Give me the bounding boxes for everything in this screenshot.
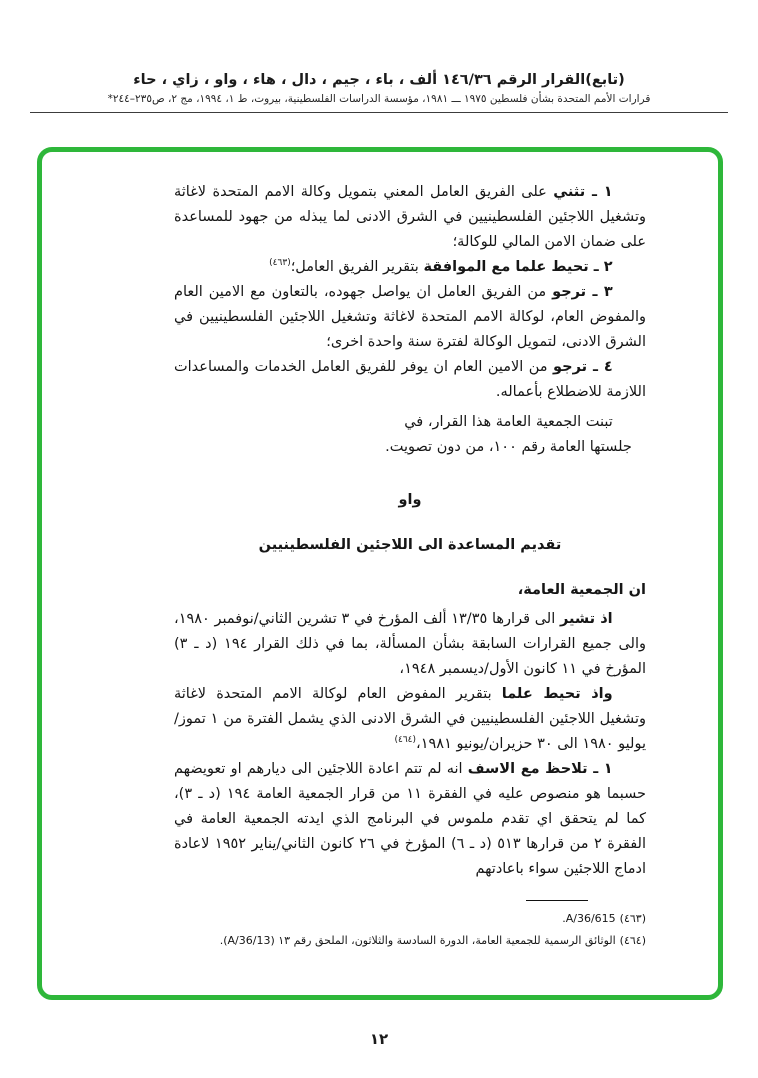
- clause-text: على الفريق العامل المعني بتمويل وكالة الامم المتحدة لاغاثة وتشغيل اللاجئين الفلسطينيين في الشرق الادنى لما يبذله من جهود للمساعدة على ضمان الامن المالي للوكالة؛: [174, 184, 646, 250]
- resolution-clause: [174, 757, 646, 882]
- clause-lead: ٣ ـ ترجو: [552, 284, 613, 300]
- footnote: [174, 931, 646, 951]
- clause-text: من الفريق العامل ان يواصل جهوده، بالتعاون مع الامين العام والمفوض العام، لوكالة الامم المتحدة لاغاثة وتشغيل اللاجئين الفلسطينيين في الشرق الادنى، لتمويل الوكالة لفترة سنة واحدة اخرى؛: [174, 284, 646, 350]
- resolution-clause: [174, 682, 646, 757]
- clause-text: بتقرير الفريق العامل؛: [290, 259, 419, 275]
- resolution-clause: [174, 280, 646, 355]
- clause-lead: ١ ـ تثني: [553, 184, 613, 200]
- clause-text: بتقرير المفوض العام لوكالة الامم المتحدة لاغاثة وتشغيل اللاجئين الفلسطينيين في الشرق الادنى الذي يشمل الفترة من ١ تموز/يوليو ١٩٨٠ الى ٣٠ حزيران/يونيو ١٩٨١،: [174, 686, 646, 752]
- resolution-clause: [174, 255, 646, 280]
- resolution-clause: [174, 180, 646, 255]
- footnotes-section: [174, 909, 646, 951]
- section-letter: واو: [398, 492, 422, 508]
- adoption-note: تبنت الجمعية العامة هذا القرار، في جلستها العامة رقم ١٠٠، من دون تصويت.: [385, 414, 632, 455]
- clause-lead: ٤ ـ ترجو: [553, 359, 613, 375]
- clause-lead: ٢ ـ تحيط علما مع الموافقة: [423, 259, 613, 275]
- header-source-line: قرارات الأمم المتحدة بشأن فلسطين ١٩٧٥ ـــ ١٩٨١، مؤسسة الدراسات الفلسطينية، بيروت، ط ١، ١٩٩٤، مج ٢، ص٢٣٥–٢٤٤*: [107, 93, 651, 105]
- clause-lead: ١ ـ تلاحظ مع الاسف: [467, 761, 613, 777]
- resolution-clause: [174, 355, 646, 405]
- header-divider: [30, 112, 728, 113]
- preamble-opening: ان الجمعية العامة،: [517, 582, 646, 598]
- page-number: ١٢: [369, 1030, 389, 1048]
- section-title: تقديم المساعدة الى اللاجئين الفلسطينيين: [258, 537, 562, 553]
- page-header: [0, 0, 758, 113]
- footnote-text: A/36/615.: [562, 912, 616, 925]
- clause-lead: واذ تحيط علما: [501, 686, 613, 702]
- clause-text: من الامين العام ان يوفر للفريق العامل الخدمات والمساعدات اللازمة للاضطلاع بأعماله.: [174, 359, 646, 400]
- footnote-divider: [526, 900, 588, 901]
- footnote-marker: (٤٦٣): [619, 912, 646, 925]
- header-title-line: (تابع)القرار الرقم ١٤٦/٣٦ ألف ، باء ، جيم ، دال ، هاء ، واو ، زاي ، حاء: [133, 72, 625, 88]
- footnote: [174, 909, 646, 929]
- clause-text: انه لم تتم اعادة اللاجئين الى ديارهم او تعويضهم حسبما هو منصوص عليه في الفقرة ١١ من قرار الجمعية العامة ١٩٤ (د ـ ٣)، كما لم يتحقق اي تقدم ملموس في البرنامج الذي ايدته الجمعية العامة في الفقرة ٢ من قرارها ٥١٣ (د ـ ٦) المؤرخ في ٢٦ كانون الثاني/يناير ١٩٥٢ لاعادة ادماج اللاجئين سواء باعادتهم: [174, 761, 646, 877]
- clause-lead: اذ تشير: [559, 611, 613, 627]
- resolution-body: [174, 180, 646, 951]
- footnote-marker: (٤٦٤): [619, 934, 646, 947]
- footnote-ref: (٤٦٣): [269, 258, 291, 269]
- footnote-text: الوثائق الرسمية للجمعية العامة، الدورة السادسة والثلاثون، الملحق رقم ١٣ (A/36/13).: [219, 934, 616, 947]
- resolution-clause: [174, 607, 646, 682]
- clause-text: الى قرارها ١٣/٣٥ ألف المؤرخ في ٣ تشرين الثاني/نوفمبر ١٩٨٠، والى جميع القرارات السابقة بشأن المسألة، بما في ذلك القرار ١٩٤ (د ـ ٣) المؤرخ في ١١ كانون الأول/ديسمبر ١٩٤٨،: [174, 611, 646, 677]
- footnote-ref: (٤٦٤): [394, 735, 417, 746]
- resolution-frame: [37, 147, 723, 1000]
